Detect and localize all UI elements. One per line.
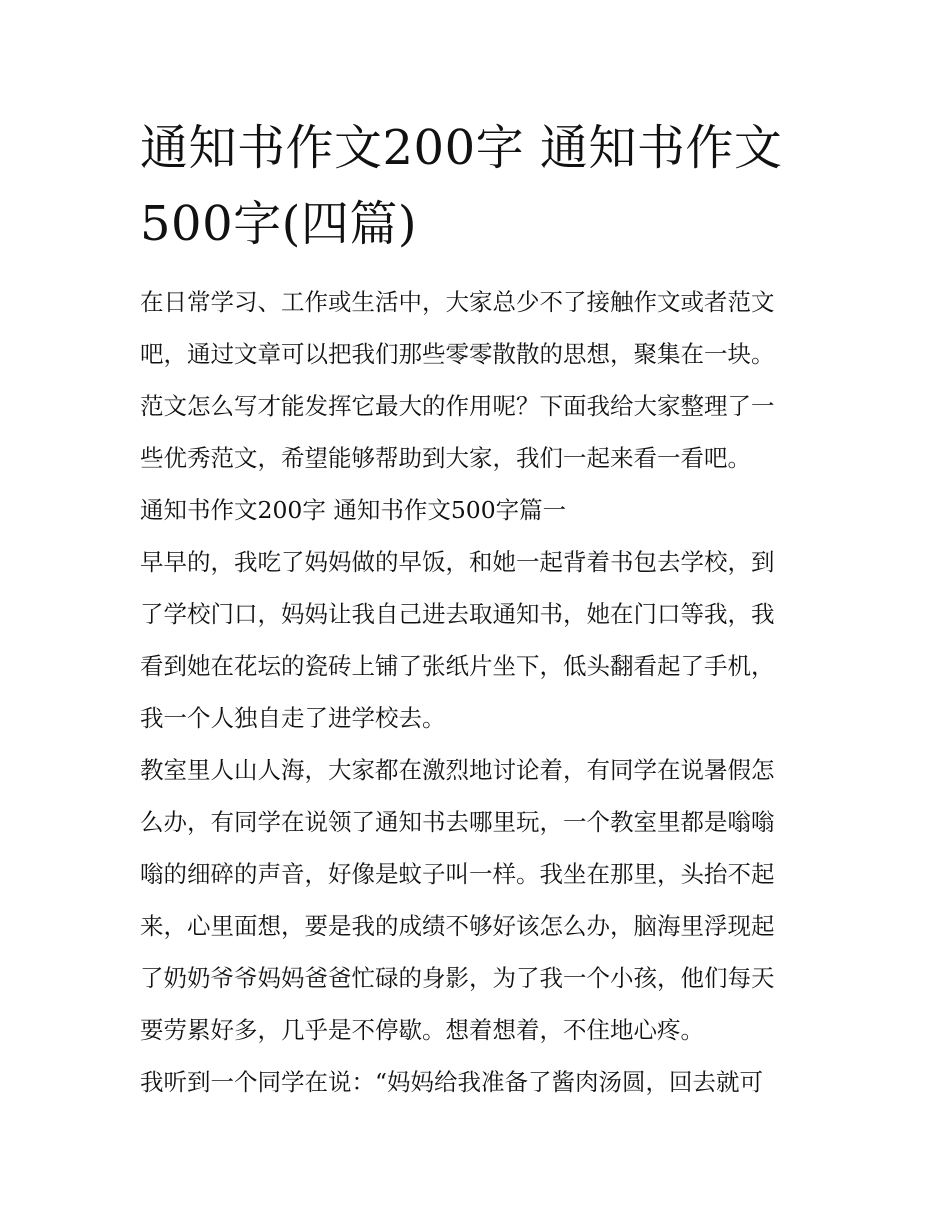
text-line: 了奶奶爷爷妈妈爸爸忙碌的身影，为了我一个小孩，他们每天 xyxy=(140,964,775,992)
text-line: 看到她在花坛的瓷砖上铺了张纸片坐下，低头翻看起了手机， xyxy=(140,652,775,680)
text-line: 要劳累好多，几乎是不停歇。想着想着，不住地心疼。 xyxy=(140,1016,704,1044)
title-line-1: 通知书作文200字 通知书作文 xyxy=(140,120,783,176)
document-body xyxy=(140,276,820,1108)
text-line: 了学校门口，妈妈让我自己进去取通知书，她在门口等我，我 xyxy=(140,600,775,628)
text-line: 在日常学习、工作或生活中，大家总少不了接触作文或者范文 xyxy=(140,288,775,316)
body-paragraph xyxy=(140,744,820,1056)
document-title xyxy=(140,110,820,262)
text-line: 来，心里面想，要是我的成绩不够好该怎么办，脑海里浮现起 xyxy=(140,912,775,940)
text-line: 早早的，我吃了妈妈做的早饭，和她一起背着书包去学校，到 xyxy=(140,548,775,576)
title-line-2: 500字(四篇) xyxy=(140,196,418,252)
text-line: 我一个人独自走了进学校去。 xyxy=(140,704,446,732)
text-line: 么办，有同学在说领了通知书去哪里玩，一个教室里都是嗡嗡 xyxy=(140,808,775,836)
text-line: 范文怎么写才能发挥它最大的作用呢？下面我给大家整理了一 xyxy=(140,392,775,420)
section-heading xyxy=(140,484,820,536)
document-page xyxy=(140,110,820,1108)
text-line: 些优秀范文，希望能够帮助到大家，我们一起来看一看吧。 xyxy=(140,444,751,472)
intro-paragraph xyxy=(140,276,820,484)
text-line: 我听到一个同学在说：“妈妈给我准备了酱肉汤圆，回去就可 xyxy=(140,1068,764,1096)
body-paragraph xyxy=(140,536,820,744)
text-line: 教室里人山人海，大家都在激烈地讨论着，有同学在说暑假怎 xyxy=(140,756,775,784)
text-line: 嗡的细碎的声音，好像是蚊子叫一样。我坐在那里，头抬不起 xyxy=(140,860,775,888)
text-line: 吧，通过文章可以把我们那些零零散散的思想，聚集在一块。 xyxy=(140,340,775,368)
body-paragraph xyxy=(140,1056,820,1108)
section-heading-text: 通知书作文200字 通知书作文500字篇一 xyxy=(140,496,567,524)
